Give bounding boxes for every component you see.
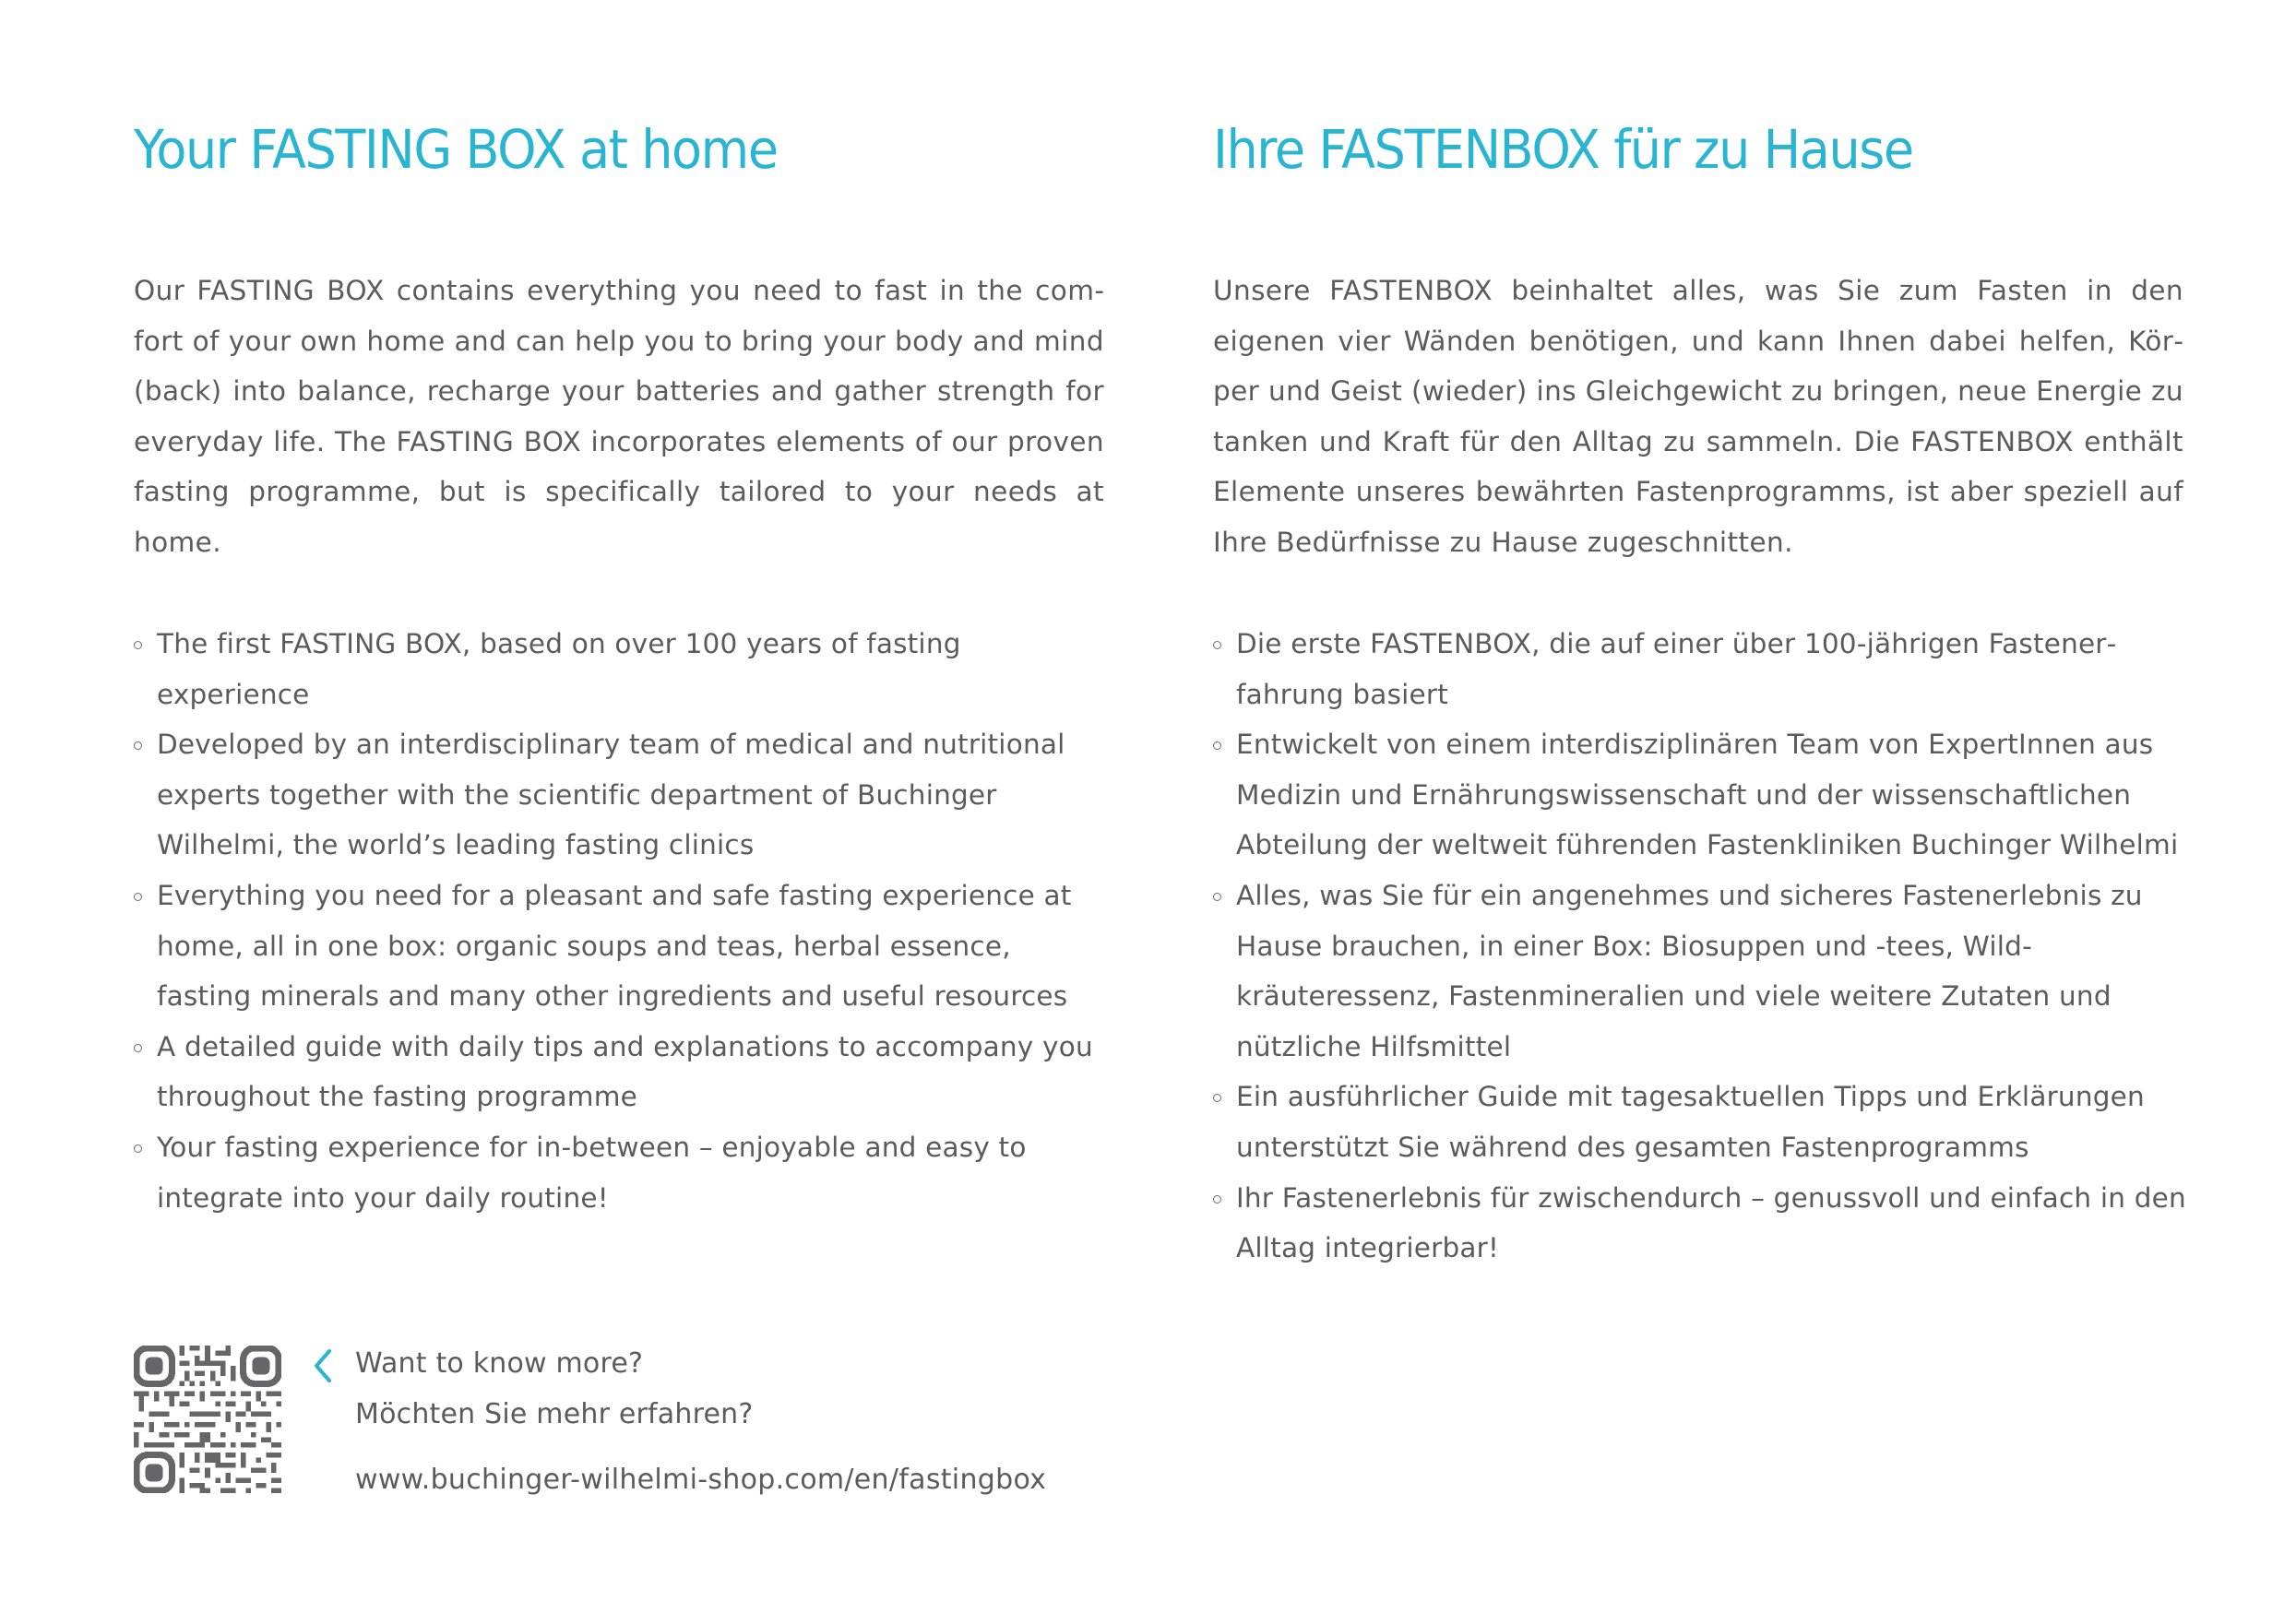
list-item xyxy=(134,719,1112,871)
list-item xyxy=(134,1022,1112,1122)
list-item-text: Your fasting experience for in-between – enjoyable and easy to integrate into your daily routine! xyxy=(157,1131,1027,1214)
german-heading: Ihre FASTENBOX für zu Hause xyxy=(1213,118,1913,181)
shop-url-link[interactable]: www.buchinger-wilhelmi-shop.com/en/fastingbox xyxy=(355,1464,1047,1496)
more-info-block xyxy=(134,1339,1112,1496)
more-question-en: Want to know more? xyxy=(355,1347,644,1380)
list-item xyxy=(1213,871,2191,1072)
bullet-circle-icon xyxy=(1213,1094,1221,1102)
qr-code-icon[interactable] xyxy=(134,1346,281,1493)
list-item xyxy=(134,1122,1112,1223)
bullet-circle-icon xyxy=(1213,741,1221,750)
bullet-circle-icon xyxy=(134,1044,142,1052)
list-item-text: Entwickelt von einem interdisziplinären Team von ExpertInnen aus Medizin und Ernährungswissenschaft und der wissenschaftlichen Abteilung der weltweit führenden Fastenkliniken Buchinger Wilhelmi xyxy=(1236,729,2179,861)
list-item xyxy=(1213,719,2191,871)
german-intro: Unsere FASTENBOX beinhaltet alles, was Sie zum Fasten in den eigenen vier Wänden benötigen, und kann Ihnen dabei helfen, Körper und Geist (wieder) ins Gleichgewicht zu bringen, neue Energie zu tanken und Kraft für den Alltag zu sammeln. Die FASTENBOX enthält Elemente unseres bewährten Fastenprogramms, ist aber speziell auf Ihre Bedürfnisse zu Hause zugeschnitten. xyxy=(1213,275,2183,558)
list-item xyxy=(134,619,1112,719)
list-item-text: A detailed guide with daily tips and explanations to accompany you throughout the fasting programme xyxy=(157,1030,1093,1113)
list-item-text: Everything you need for a pleasant and safe fasting experience at home, all in one box: organic soups and teas, herbal essence, fasting minerals and many other ingredients and useful resources xyxy=(157,879,1072,1013)
bullet-circle-icon xyxy=(1213,893,1221,901)
list-item xyxy=(1213,1173,2191,1274)
list-item xyxy=(1213,1072,2191,1172)
bullet-circle-icon xyxy=(134,893,142,901)
list-item-text: Alles, was Sie für ein angenehmes und sicheres Fastenerlebnis zu Hause brauchen, in einer Box: Biosuppen und -tees, Wildkräuteressenz, Fastenmineralien und viele weitere Zutaten und nützliche Hilfsmittel xyxy=(1236,879,2143,1062)
list-item xyxy=(1213,619,2191,719)
english-heading: Your FASTING BOX at home xyxy=(134,118,778,181)
bullet-circle-icon xyxy=(134,741,142,750)
bullet-circle-icon xyxy=(134,641,142,649)
more-info-text xyxy=(355,1339,753,1440)
chevron-left-icon xyxy=(312,1348,334,1383)
list-item-text: Developed by an interdisciplinary team of medical and nutritional experts together with the scientific department of Buchinger Wilhelmi, the world’s leading fasting clinics xyxy=(157,729,1065,861)
bullet-circle-icon xyxy=(134,1145,142,1153)
bullet-circle-icon xyxy=(1213,1195,1221,1204)
bullet-circle-icon xyxy=(1213,641,1221,649)
list-item-text: Ein ausführlicher Guide mit tagesaktuellen Tipps und Erklärungen unterstützt Sie während des gesamten Fastenprogramms xyxy=(1236,1081,2145,1163)
list-item-text: Ihr Fastenerlebnis für zwischendurch – genussvoll und einfach in den Alltag integrierbar! xyxy=(1236,1181,2186,1264)
english-intro: Our FASTING BOX contains everything you need to fast in the comfort of your own home and can help you to bring your body and mind (back) into balance, recharge your batteries and gather strength for everyday life. The FASTING BOX incorporates elements of our proven fasting programme, but is specifically tailored to your needs at home. xyxy=(134,275,1104,558)
list-item-text: The first FASTING BOX, based on over 100 years of fasting experience xyxy=(157,628,961,710)
more-question-de: Möchten Sie mehr erfahren? xyxy=(355,1397,754,1430)
german-bullet-list xyxy=(1213,619,2191,1274)
list-item xyxy=(134,871,1112,1022)
english-bullet-list xyxy=(134,619,1112,1223)
list-item-text: Die erste FASTENBOX, die auf einer über 100-jährigen Fastenerfahrung basiert xyxy=(1236,628,2117,710)
